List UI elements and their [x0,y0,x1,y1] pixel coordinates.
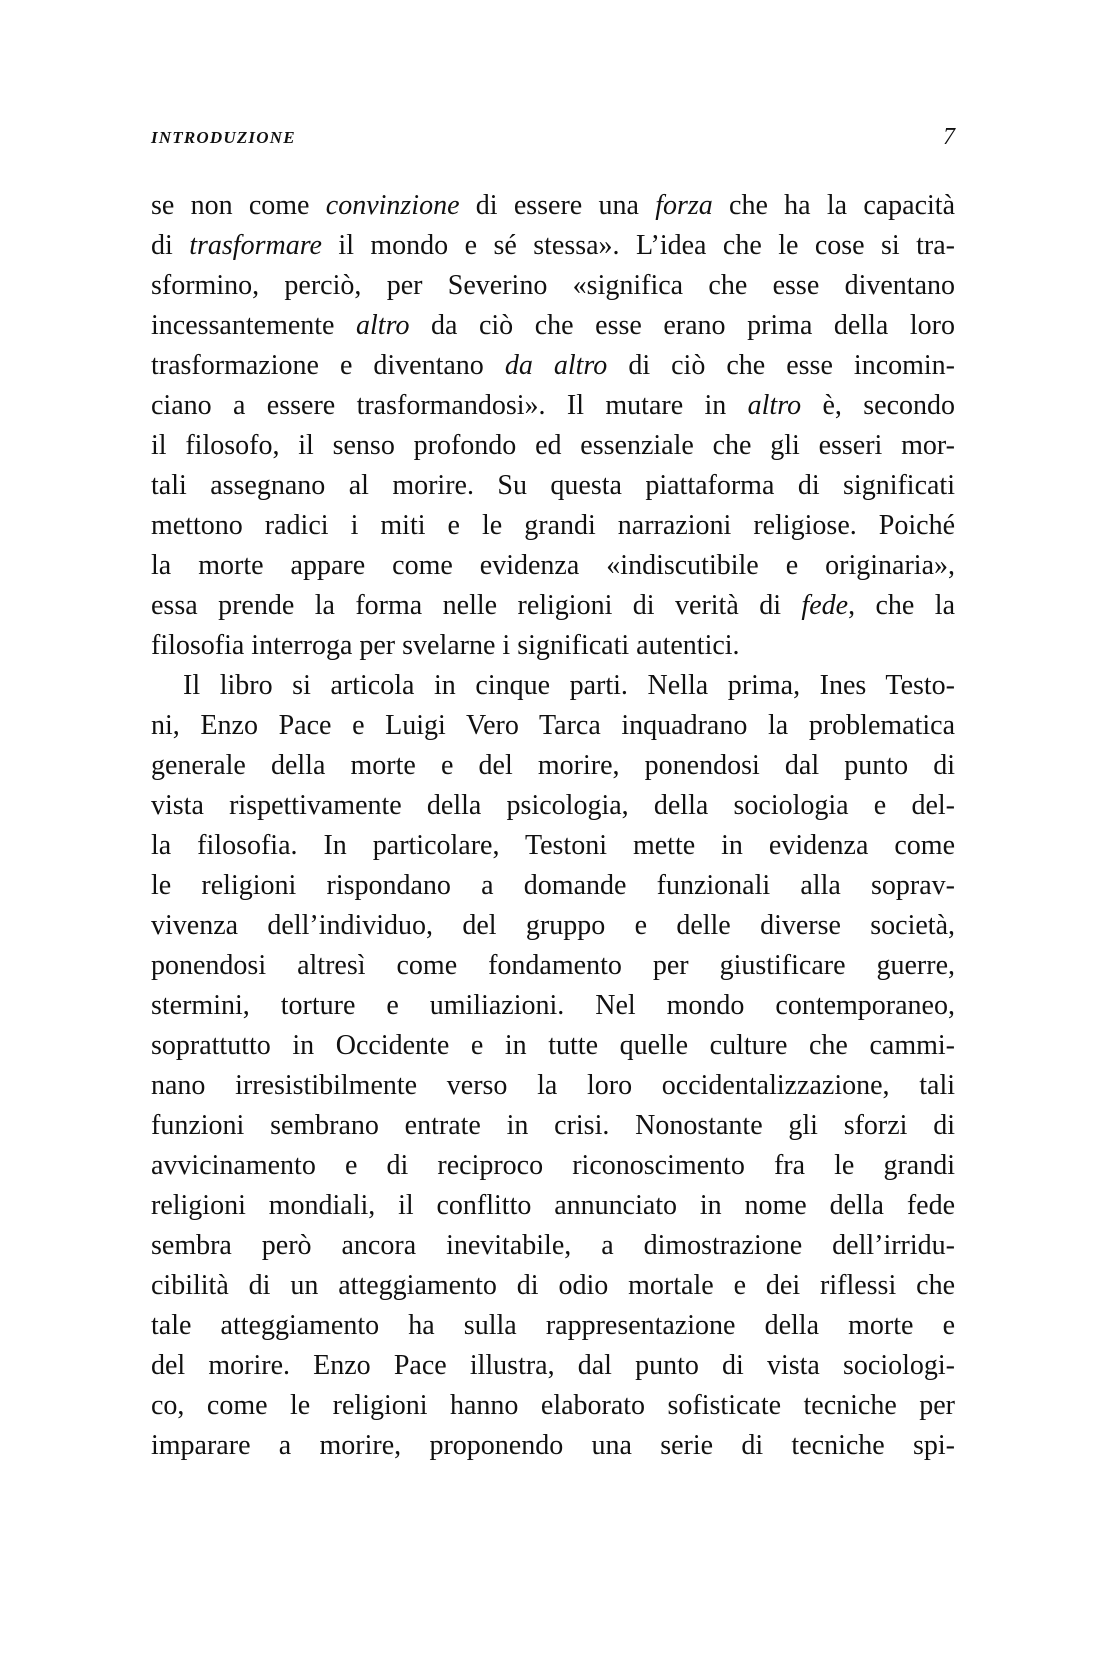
text-run: trasformazione e diventano [151,350,505,381]
text-line [151,1346,955,1386]
text-line [151,1386,955,1426]
text-run: , che la [848,590,955,621]
text-line [151,546,955,586]
text-run: di ciò che esse incomin- [607,350,955,381]
text-run: co, come le religioni hanno elaborato sofisticate tecniche per [151,1390,955,1421]
text-run: di essere una [459,190,656,221]
text-run: ponendosi altresì come fondamento per giustificare guerre, [151,950,955,981]
text-line [151,986,955,1026]
text-run: incessantemente [151,310,357,341]
text-line [151,506,955,546]
italic-text: da altro [504,350,608,381]
text-line [151,426,955,466]
text-line [151,1186,955,1226]
text-run: da ciò che esse erano prima della loro [409,310,955,341]
text-line [151,1066,955,1106]
text-line [151,1146,955,1186]
text-line [151,1026,955,1066]
text-line [151,1426,955,1466]
text-line [151,346,955,386]
text-run: religioni mondiali, il conflitto annunciato in nome della fede [151,1190,955,1221]
text-line [151,466,955,506]
text-run: soprattutto in Occidente e in tutte quelle culture che cammi- [151,1030,955,1061]
text-run: generale della morte e del morire, ponendosi dal punto di [151,750,955,781]
text-run: vista rispettivamente della psicologia, della sociologia e del- [151,790,955,821]
text-line [151,1306,955,1346]
text-run: filosofia interroga per svelarne i significati autentici. [151,630,740,661]
text-run: Il libro si articola in cinque parti. Nella prima, Ines Testo- [183,670,955,701]
text-line [151,706,955,746]
text-line [151,786,955,826]
text-run: ni, Enzo Pace e Luigi Vero Tarca inquadrano la problematica [151,710,955,741]
italic-text: fede [801,590,849,621]
text-line [151,1106,955,1146]
text-line [151,186,955,226]
text-run: sembra però ancora inevitabile, a dimostrazione dell’irridu- [151,1230,955,1261]
text-line [151,746,955,786]
paragraph [151,666,955,1466]
text-line [151,226,955,266]
text-run: stermini, torture e umiliazioni. Nel mondo contemporaneo, [151,990,955,1021]
body-text [151,186,955,1466]
text-run: mettono radici i miti e le grandi narrazioni religiose. Poiché [151,510,955,541]
text-run: essa prende la forma nelle religioni di verità di [151,590,802,621]
page-number: 7 [943,124,955,150]
text-run: cibilità di un atteggiamento di odio mortale e dei riflessi che [151,1270,955,1301]
text-run: le religioni rispondano a domande funzionali alla soprav- [151,870,955,901]
text-line [151,586,955,626]
italic-text: forza [655,190,713,221]
text-line [151,666,955,706]
text-run: ciano a essere trasformandosi». Il mutare in [151,390,748,421]
running-head [151,124,955,154]
text-line [151,1226,955,1266]
text-run: che ha la capacità [712,190,955,221]
text-run: tale atteggiamento ha sulla rappresentazione della morte e [151,1310,955,1341]
text-run: il mondo e sé stessa». L’idea che le cose si tra- [321,230,955,261]
paragraph [151,186,955,666]
text-run: nano irresistibilmente verso la loro occidentalizzazione, tali [151,1070,955,1101]
text-run: funzioni sembrano entrate in crisi. Nonostante gli sforzi di [151,1110,955,1141]
text-run: del morire. Enzo Pace illustra, dal punto di vista sociologi- [151,1350,955,1381]
text-run: sformino, perciò, per Severino «significa che esse diventano [151,270,955,301]
text-run: il filosofo, il senso profondo ed essenziale che gli esseri mor- [151,430,955,461]
text-line [151,266,955,306]
text-run: di [151,230,190,261]
text-line [151,946,955,986]
text-line [151,386,955,426]
text-run: vivenza dell’individuo, del gruppo e delle diverse società, [151,910,955,941]
text-line [151,826,955,866]
text-line [151,906,955,946]
italic-text: altro [747,390,802,421]
text-line [151,306,955,346]
text-line [151,626,955,666]
text-line [151,1266,955,1306]
text-run: la filosofia. In particolare, Testoni mette in evidenza come [151,830,955,861]
italic-text: trasformare [189,230,322,261]
italic-text: altro [356,310,410,341]
text-run: tali assegnano al morire. Su questa piattaforma di significati [151,470,955,501]
text-run: è, secondo [801,390,955,421]
text-run: avvicinamento e di reciproco riconoscimento fra le grandi [151,1150,955,1181]
text-run: imparare a morire, proponendo una serie di tecniche spi- [151,1430,955,1461]
text-run: se non come [151,190,326,221]
italic-text: convinzione [325,190,460,221]
running-title: INTRODUZIONE [151,128,296,147]
text-run: la morte appare come evidenza «indiscutibile e originaria», [151,550,955,581]
text-line [151,866,955,906]
